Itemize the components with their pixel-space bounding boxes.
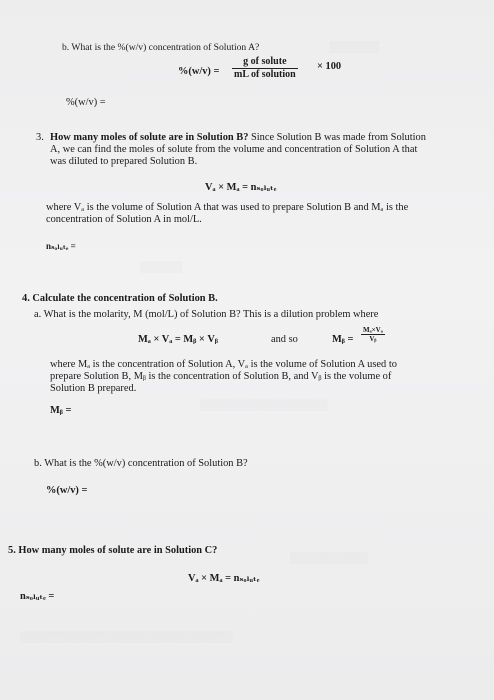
q5-header: 5. How many moles of solute are in Solution C?: [8, 545, 218, 556]
q5-equation: Vₐ × Mₐ = nₛₒₗᵤₜₑ: [188, 573, 260, 584]
q5-answer-prompt: nₛₒₗᵤₜₑ =: [20, 591, 55, 602]
q2b-formula-lhs: %(w/v) =: [178, 66, 220, 77]
q4-where1: where Mₐ is the concentration of Solution A, Vₐ is the volume of Solution A used to: [50, 359, 397, 370]
q4-mb-lhs: Mᵦ =: [332, 334, 354, 345]
q4-mb-fraction: [361, 326, 385, 343]
q3-line3: was diluted to prepared Solution B.: [50, 156, 198, 167]
q3-where1: where Vₐ is the volume of Solution A that was used to prepare Solution B and Mₐ is the: [46, 202, 409, 213]
q3-where2: concentration of Solution A in mol/L.: [46, 214, 202, 225]
q4-dilution-equation: Mₐ × Vₐ = Mᵦ × Vᵦ: [138, 334, 218, 345]
q4-where2: prepare Solution B, Mᵦ is the concentration of Solution B, and Vᵦ is the volume of: [50, 371, 392, 382]
q2b-question: b. What is the %(w/v) concentration of Solution A?: [62, 42, 260, 53]
mb-denominator: Vᵦ: [369, 335, 377, 343]
q2b-formula-multiplier: × 100: [317, 61, 342, 72]
q3-number: 3.: [36, 132, 44, 143]
formula-denominator: mL of solution: [234, 69, 296, 80]
q4a-question: a. What is the molarity, M (mol/L) of Solution B? This is a dilution problem where: [34, 309, 379, 320]
q2b-formula-fraction: [232, 56, 298, 81]
q3-question-rest: Since Solution B was made from Solution: [248, 132, 426, 143]
q4b-question: b. What is the %(w/v) concentration of Solution B?: [34, 458, 248, 469]
show-through-text: ▒▒▒▒▒▒▒▒▒▒▒▒▒▒▒▒▒▒▒▒▒▒▒▒▒▒▒▒▒▒: [20, 632, 233, 643]
q3-question-bold: How many moles of solute are in Solution B?: [50, 132, 249, 143]
q2b-answer-prompt: %(w/v) =: [66, 97, 106, 108]
show-through-text: ▒▒▒▒▒▒: [140, 262, 183, 273]
mb-numerator: Mₐ×Vₐ: [363, 326, 383, 334]
show-through-text: ▒▒▒▒▒▒▒▒▒▒▒▒▒▒▒▒▒▒: [200, 400, 328, 411]
show-through-text: ▒▒▒▒▒▒▒: [330, 42, 380, 53]
q4-and-so: and so: [271, 334, 298, 345]
q4-header: 4. Calculate the concentration of Solution B.: [22, 293, 218, 304]
q4-mb-answer-prompt: Mᵦ =: [50, 405, 72, 416]
q4b-answer-prompt: %(w/v) =: [46, 485, 88, 496]
q3-answer-prompt: nₛₒₗᵤₜₑ =: [46, 241, 76, 251]
formula-numerator: g of solute: [232, 56, 298, 69]
show-through-text: ▒▒▒▒▒▒▒▒▒▒▒: [290, 553, 368, 564]
q4-where3: Solution B prepared.: [50, 383, 137, 394]
q3-line2: A, we can find the moles of solute from the volume and concentration of Solution A that: [50, 144, 418, 155]
q3-equation: Vₐ × Mₐ = nₛₒₗᵤₜₑ: [205, 182, 277, 193]
